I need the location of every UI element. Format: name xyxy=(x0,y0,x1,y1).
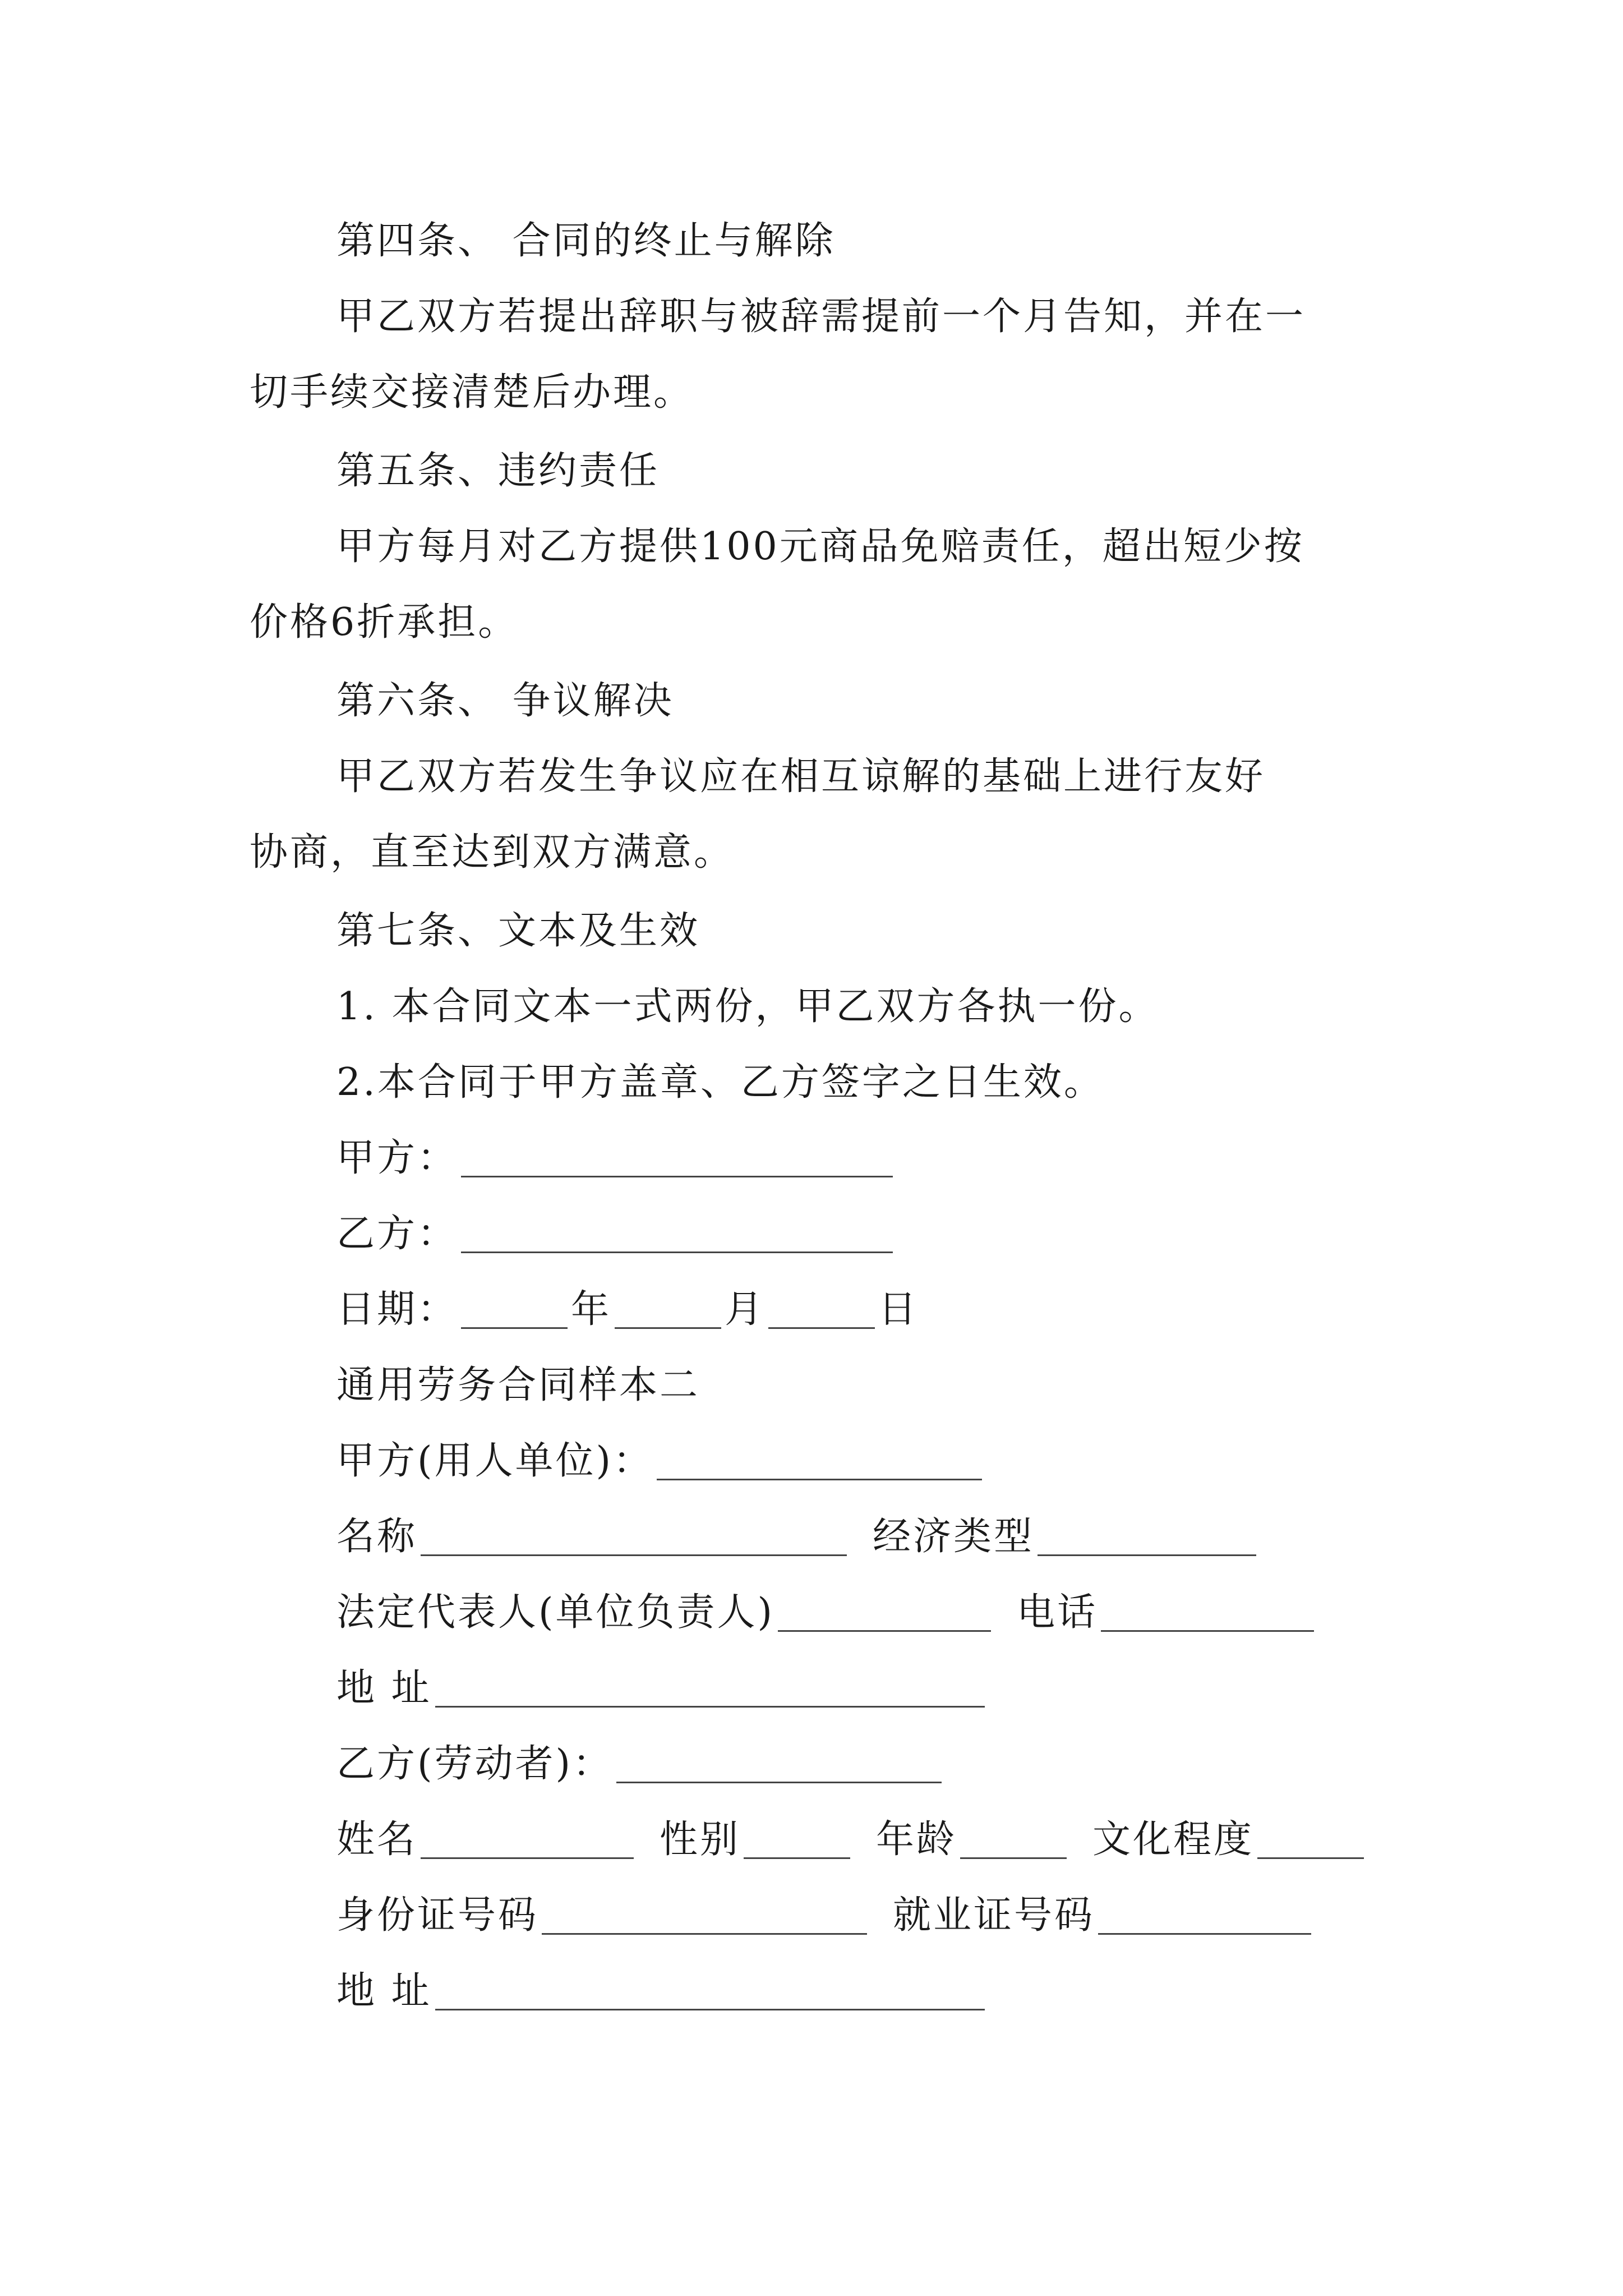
employer-heading-row xyxy=(336,1430,985,1492)
employer-address-blank[interactable] xyxy=(435,1668,985,1708)
article-5-title: 第五条、违约责任 xyxy=(336,449,660,493)
party-a-label: 甲方： xyxy=(336,1136,458,1180)
econ-type-label: 经济类型 xyxy=(873,1515,1035,1559)
worker-address-row xyxy=(336,1961,988,2022)
article-7-item-1: 1. 本合同文本一式两份，甲乙双方各执一份。 xyxy=(336,984,1159,1029)
employer-name-label: 名称 xyxy=(336,1515,418,1559)
worker-info-row xyxy=(336,1809,1367,1871)
phone-label: 电话 xyxy=(1017,1590,1098,1635)
employer-name-blank[interactable] xyxy=(421,1516,847,1556)
employer-heading: 甲方(用人单位)： xyxy=(336,1439,654,1483)
econ-type-blank[interactable] xyxy=(1038,1516,1256,1556)
article-4-text-line-2: 切手续交接清楚后办理。 xyxy=(250,370,694,415)
party-a-signature-row xyxy=(336,1128,896,1189)
party-b-signature-row xyxy=(336,1203,896,1265)
year-blank[interactable] xyxy=(461,1289,568,1329)
party-b-blank[interactable] xyxy=(461,1213,893,1253)
worker-name-label: 姓名 xyxy=(336,1818,418,1862)
gender-label: 性别 xyxy=(660,1818,741,1862)
article-5-text-line-1: 甲方每月对乙方提供100元商品免赔责任，超出短少按 xyxy=(336,524,1304,569)
year-label: 年 xyxy=(571,1287,612,1332)
legal-rep-label: 法定代表人(单位负责人) xyxy=(336,1590,775,1635)
id-number-label: 身份证号码 xyxy=(336,1893,539,1938)
article-6-title: 第六条、 争议解决 xyxy=(336,679,674,723)
age-blank[interactable] xyxy=(960,1819,1067,1859)
day-label: 日 xyxy=(878,1287,919,1332)
employer-address-label: 地 址 xyxy=(336,1666,432,1710)
legal-rep-blank[interactable] xyxy=(778,1592,991,1632)
worker-address-label: 地 址 xyxy=(336,1969,432,2013)
day-blank[interactable] xyxy=(768,1289,875,1329)
gender-blank[interactable] xyxy=(744,1819,850,1859)
article-4-title: 第四条、 合同的终止与解除 xyxy=(336,219,836,263)
worker-blank[interactable] xyxy=(616,1743,942,1783)
id-number-blank[interactable] xyxy=(542,1895,867,1935)
article-7-item-2: 2.本合同于甲方盖章、乙方签字之日生效。 xyxy=(336,1060,1104,1105)
month-blank[interactable] xyxy=(615,1289,721,1329)
worker-heading: 乙方(劳动者)： xyxy=(336,1742,614,1786)
article-6-text-line-1: 甲乙双方若发生争议应在相互谅解的基础上进行友好 xyxy=(336,754,1266,799)
employer-blank[interactable] xyxy=(657,1441,982,1480)
worker-id-row xyxy=(336,1885,1315,1947)
employment-cert-label: 就业证号码 xyxy=(893,1893,1095,1938)
article-6-text-line-2: 协商，直至达到双方满意。 xyxy=(250,830,735,875)
worker-address-blank[interactable] xyxy=(435,1971,985,2010)
article-7-title: 第七条、文本及生效 xyxy=(336,909,700,953)
party-b-label: 乙方： xyxy=(336,1212,458,1256)
phone-blank[interactable] xyxy=(1101,1592,1314,1632)
worker-heading-row xyxy=(336,1733,945,1795)
article-5-text-line-2: 价格6折承担。 xyxy=(250,600,519,645)
legal-rep-row xyxy=(336,1582,1317,1644)
employment-cert-blank[interactable] xyxy=(1098,1895,1311,1935)
employer-name-row xyxy=(336,1506,1260,1568)
worker-name-blank[interactable] xyxy=(421,1819,634,1859)
party-a-blank[interactable] xyxy=(461,1138,893,1177)
age-label: 年龄 xyxy=(876,1818,957,1862)
education-label: 文化程度 xyxy=(1092,1818,1255,1862)
education-blank[interactable] xyxy=(1257,1819,1364,1859)
date-row xyxy=(336,1279,919,1341)
sample-2-title: 通用劳务合同样本二 xyxy=(336,1363,700,1407)
article-4-text-line-1: 甲乙双方若提出辞职与被辞需提前一个月告知，并在一 xyxy=(336,295,1306,339)
employer-address-row xyxy=(336,1658,988,1719)
date-label: 日期： xyxy=(336,1287,458,1332)
month-label: 月 xyxy=(725,1287,766,1332)
